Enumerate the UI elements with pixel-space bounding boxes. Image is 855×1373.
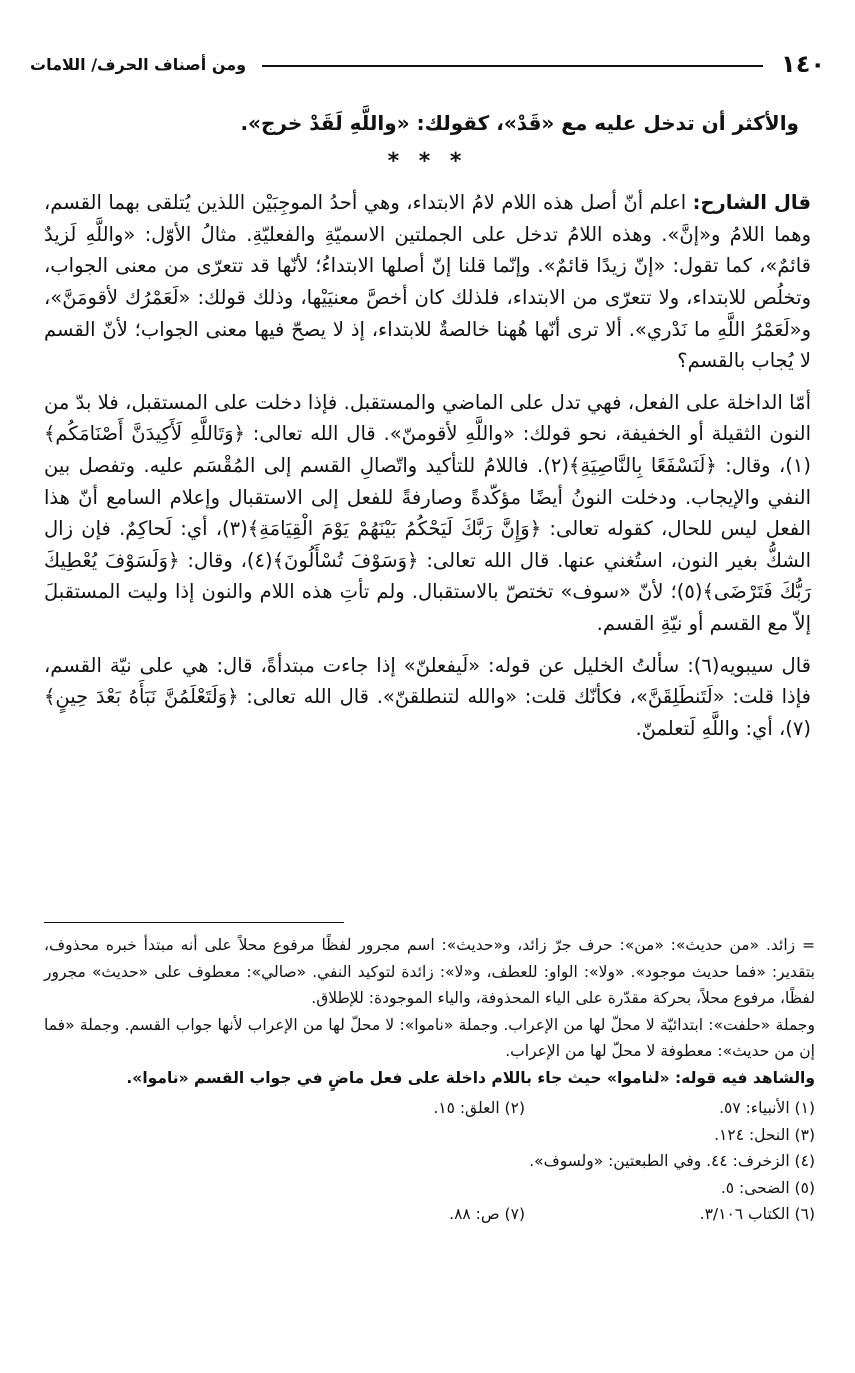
paragraph-commentary xyxy=(44,187,811,377)
footnote-item: (٣) النحل: ١٢٤. xyxy=(714,1125,815,1144)
footnote-item: (٢) العلق: ١٥. xyxy=(433,1099,525,1117)
speaker-label: قال الشارح: xyxy=(692,191,811,215)
main-text xyxy=(44,108,811,754)
footnote-rule xyxy=(44,922,344,923)
footnote-item: (١) الأنبياء: ٥٧. xyxy=(719,1099,815,1117)
footnote-item: (٦) الكتاب ٣/١٠٦. xyxy=(699,1205,815,1223)
running-title: ومن أصناف الحرف/ اللامات xyxy=(30,54,247,74)
paragraph-commentary-text: اعلم أنّ أصل هذه اللام لامُ الابتداء، وهي أحدُ الموجِبَيْن اللذين يُتلقى بهما القسم، وهما اللامُ و«إنَّ». وهذه اللامُ تدخل على الجملتين الاسميّةِ والفعليّةِ. مثالُ الأوّل: «واللَّهِ لَزيدٌ قائمٌ»، كما تقول: «إنّ زيدًا قائمٌ». وإنّما قلنا إنّ أصلها الابتداءُ؛ لأنّها قد تتعرّى من معنى الجواب، وتخلُص للابتداء، ولا تتعرّى من الابتداء، فلذلك كان أخصَّ معنيَيْها، وذلك قولك: «لَعَمْرُك لأقومَنَّ»، و«لَعَمْرُ اللَّهِ ما نَدْري». ألا ترى أنّها هُهنا خالصةٌ للابتداء، إذ لا يصحّ فيها معنى الجواب؛ لأنّ القسم لا يُجاب بالقسم؟ xyxy=(44,191,811,373)
footnote-witness: والشاهد فيه قوله: «لناموا» حيث جاء باللام داخلة على فعل ماضٍ في جواب القسم «ناموا». xyxy=(126,1068,815,1087)
section-separator: * * * xyxy=(387,148,468,174)
footnote-row xyxy=(44,1122,815,1149)
page-number: ١٤٠ xyxy=(781,50,825,78)
footnote-list xyxy=(44,1095,815,1228)
footnote-continuation: = زائد. «من حديث»: «من»: حرف جرّ زائد، و«حديث»: اسم مجرور لفظًا مرفوع محلاً على أنه مبتدأ خبره محذوف، بتقدير: «فما حديث موجود». «ولا»: الواو: للعطف، و«لا»: زائدة لتوكيد النفي. «صالي»: معطوف على «حديث» مجرور لفظًا، مرفوع محلاً، بحركة مقدّرة على الياء المحذوفة، والياء الموجودة: للإطلاق. xyxy=(44,936,815,1007)
footnote-item: (٥) الضحى: ٥. xyxy=(720,1178,815,1197)
paragraph-verb: أمّا الداخلة على الفعل، فهي تدل على الماضي والمستقبل. فإذا دخلت على المستقبل، فلا بدّ من النون الثقيلة أو الخفيفة، نحو قولك: «واللَّهِ لأقومنّ». قال الله تعالى: ﴿وَتَاللَّهِ لَأَكِيدَنَّ أَصْنَامَكُم﴾(١)، وقال: ﴿لَنَسْفَعًا بِالنَّاصِيَةِ﴾(٢). فاللامُ للتأكيد واتّصالِ القسم إلى المُقْسَم عليه. وتفصل بين النفي والإيجاب. ودخلت النونُ أيضًا مؤكّدةً وصارفةً للفعل إلى الاستقبال وإعلام السامع أنّ هذا الفعل ليس للحال، كقوله تعالى: ﴿وَإِنَّ رَبَّكَ لَيَحْكُمُ بَيْنَهُمْ يَوْمَ الْقِيَامَةِ﴾(٣)، أي: لَحاكِمٌ. فإن زال الشكُّ بغير النون، استُغني عنها. قال الله تعالى: ﴿وَسَوْفَ تُسْأَلُونَ﴾(٤)، وقال: ﴿وَلَسَوْفَ يُعْطِيكَ رَبُّكَ فَتَرْضَى﴾(٥)؛ لأنّ «سوف» تختصّ بالاستقبال. ولم تأتِ هذه اللام والنون إذا وليت المستقبلَ إلاّ مع القسم أو نيّةِ القسم. xyxy=(44,390,812,635)
header-rule xyxy=(262,65,763,67)
footnote-item: (٤) الزخرف: ٤٤. وفي الطبعتين: «ولسوف». xyxy=(529,1152,815,1170)
footnote-row xyxy=(44,1201,815,1228)
footnote-item: (٧) ص: ٨٨. xyxy=(449,1205,525,1223)
footnote-row xyxy=(44,1175,815,1202)
footnote-continuation: وجملة «حلفت»: ابتدائيّة لا محلّ لها من الإعراب. وجملة «ناموا»: لا محلّ لها من الإعراب لأنها جواب القسم. وجملة «فما إن من حديث»: معطوفة لا محلّ لها من الإعراب. xyxy=(44,1015,815,1060)
footnote-row xyxy=(44,1148,815,1175)
footnotes xyxy=(44,932,815,1228)
running-header xyxy=(30,44,825,84)
footnote-row xyxy=(44,1095,815,1122)
lead-line: والأكثر أن تدخل عليه مع «قَدْ»، كقولك: «واللَّهِ لَقَدْ خرج». xyxy=(240,111,799,135)
paragraph-sibawayh: قال سيبويه(٦): سألتُ الخليل عن قوله: «لَيفعلنّ» إذا جاءت مبتدأةً، قال: هي على نيّة القسم، فإذا قلت: «لَتَنطَلِقَنَّ»، فكأنّك قلت: «والله لتنطلقنّ». قال الله تعالى: ﴿وَلَتَعْلَمُنَّ نَبَأَهُ بَعْدَ حِينٍ﴾(٧)، أي: واللَّهِ لَتعلمنّ. xyxy=(44,653,811,740)
